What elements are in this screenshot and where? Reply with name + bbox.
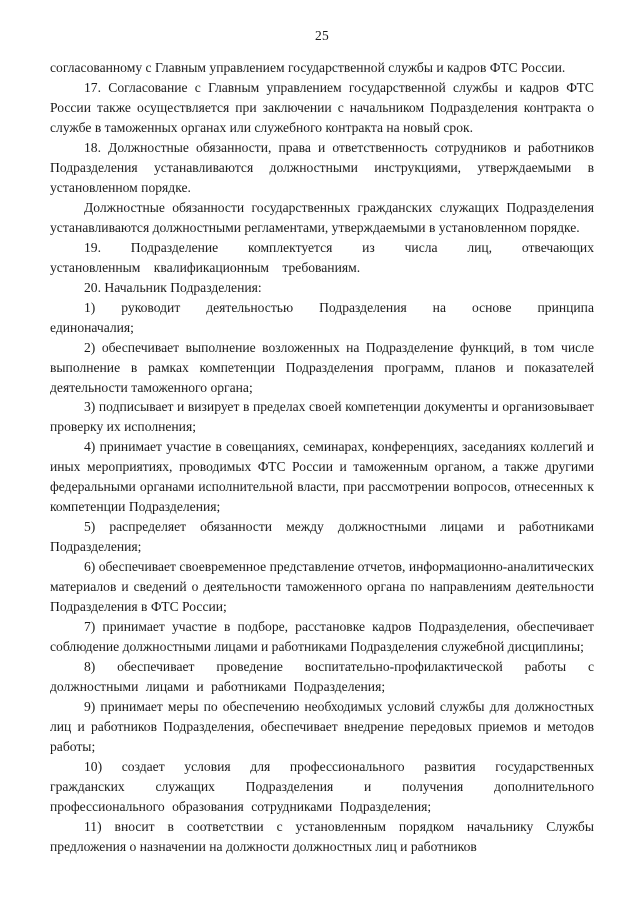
list-item-2: 2) обеспечивает выполнение возложенных на Подразделение функций, в том числе выполнение в рамках компетенции Подразделения программ, планов и показателей деятельности таможенного органа; [50,339,594,395]
paragraph-18-second: Должностные обязанности государственных гражданских служащих Подразделения устанавливаются должностными регламентами, утверждаемыми в установленном порядке. [50,199,594,235]
list-item-7: 7) принимает участие в подборе, расстановке кадров Подразделения, обеспечивает соблюдение должностными лицами и работниками Подразделения служебной дисциплины; [50,619,594,655]
list-item-9: 9) принимает меры по обеспечению необходимых условий службы для должностных лиц и работников Подразделения, обеспечивает внедрение передовых приемов и методов работы; [50,699,594,754]
list-item-6: 6) обеспечивает своевременное представление отчетов, информационно-аналитических материалов и сведений о деятельности таможенного органа по направлениям деятельности Подразделения в ФТС России; [50,559,594,615]
document-body [50,58,594,857]
list-item-8: 8) обеспечивает проведение воспитательно-профилактической работы с должностными лицами и работниками Подразделения; [50,659,594,695]
paragraph-20: 20. Начальник Подразделения: [84,279,262,295]
paragraph-16-continued: согласованному с Главным управлением государственной службы и кадров ФТС России. [50,60,566,75]
list-item-1: 1) руководит деятельностью Подразделения на основе принципа единоначалия; [50,299,594,335]
list-item-5: 5) распределяет обязанности между должностными лицами и работниками Подразделения; [50,519,594,555]
list-item-10: 10) создает условия для профессионального развития государственных гражданских служащих Подразделения и получения дополнительного профессионального образования сотрудниками Подразделения; [50,758,594,814]
paragraph-17: 17. Согласование с Главным управлением государственной службы и кадров ФТС России также осуществляется при заключении с начальником Подразделения контракта о службе в таможенных органах или служебного контракта на новый срок. [50,79,594,135]
list-item-3: 3) подписывает и визирует в пределах своей компетенции документы и организовывает проверку их исполнения; [50,399,594,435]
page-number: 25 [315,28,329,43]
list-item-11: 11) вносит в соответствии с установленным порядком начальнику Службы предложения о назначении на должности должностных лиц и работников [50,818,594,854]
list-item-4: 4) принимает участие в совещаниях, семинарах, конференциях, заседаниях коллегий и иных мероприятиях, проводимых ФТС России и таможенным органом, а также другими федеральными органами исполнительной власти, при рассмотрении вопросов, отнесенных к компетенции Подразделения; [50,439,594,515]
paragraph-18: 18. Должностные обязанности, права и ответственность сотрудников и работников Подразделения устанавливаются должностными инструкциями, утверждаемыми в установленном порядке. [50,139,594,195]
paragraph-19: 19. Подразделение комплектуется из числа лиц, отвечающих установленным квалификационным требованиям. [50,239,594,275]
